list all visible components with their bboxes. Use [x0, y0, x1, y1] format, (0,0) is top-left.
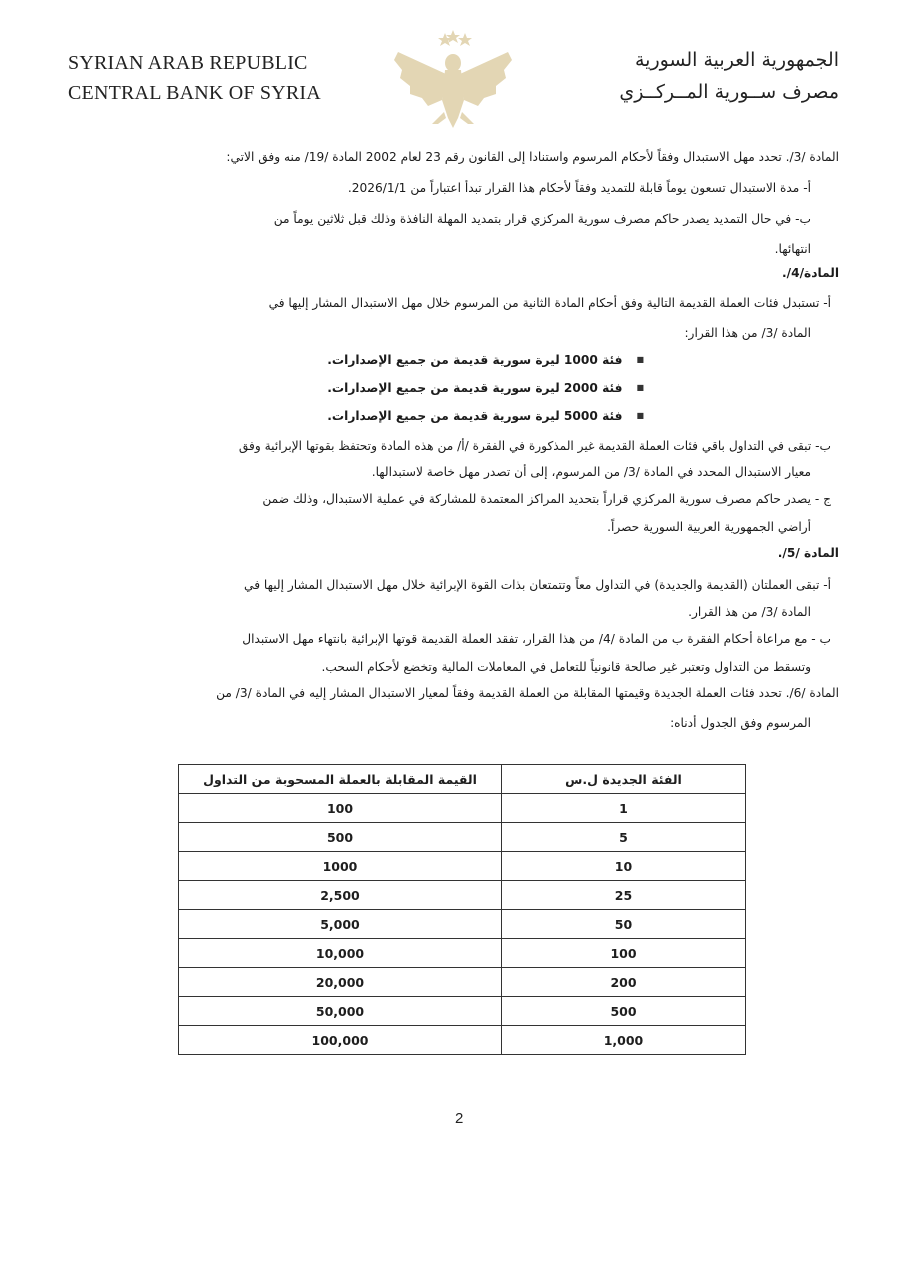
- cell-old: 100,000: [179, 1026, 502, 1055]
- article-6-intro-line2: المرسوم وفق الجدول أدناه:: [670, 716, 811, 730]
- eagle-emblem-icon: [388, 30, 518, 130]
- article-4-para-b-line1: ب- تبقى في التداول باقي فئات العملة القديمة غير المذكورة في الفقرة /أ/ من هذه المادة وتحتفظ بقوتها الإبرائية وفق: [238, 439, 831, 453]
- article-3-intro: المادة /3/. تحدد مهل الاستبدال وفقاً لأحكام المرسوم واستنادا إلى القانون رقم 23 لعام 2002 المادة /19/ منه وفق الاتي:: [226, 150, 839, 164]
- cell-new: 200: [502, 968, 746, 997]
- table-row: [179, 997, 746, 1026]
- article-4-title: المادة/4/.: [782, 266, 839, 280]
- article-5-para-a-line1: أ- تبقى العملتان (القديمة والجديدة) في التداول معاً وتتمتعان بذات القوة الإبرائية خلال مهل الاستبدال المشار إليها في: [244, 578, 831, 592]
- article-5-para-a-line2: المادة /3/ من هذ القرار.: [688, 605, 811, 619]
- table-row: [179, 881, 746, 910]
- article-4-para-c-line2: أراضي الجمهورية العربية السورية حصراً.: [607, 520, 811, 534]
- table-row: [179, 852, 746, 881]
- table-row: [179, 939, 746, 968]
- table-row: [179, 823, 746, 852]
- table-row: [179, 1026, 746, 1055]
- article-4-bullet-5000: ■ فئة 5000 ليرة سورية قديمة من جميع الإصدارات.: [327, 409, 644, 423]
- header-english: [68, 48, 321, 108]
- article-4-bullet-2000: ■ فئة 2000 ليرة سورية قديمة من جميع الإصدارات.: [327, 381, 644, 395]
- cell-new: 1,000: [502, 1026, 746, 1055]
- article-4-para-b-line2: معيار الاستبدال المحدد في المادة /3/ من المرسوم، إلى أن تصدر مهل خاصة لاستبدالها.: [371, 465, 811, 479]
- cell-new: 1: [502, 794, 746, 823]
- header-ar-bank: مصرف ســورية المــركــزي: [619, 81, 839, 103]
- article-3-para-a: أ- مدة الاستبدال تسعون يوماً قابلة للتمديد وفقاً لأحكام هذا القرار تبدأ اعتباراً من 2026/1/1.: [347, 181, 811, 195]
- page-number: 2: [455, 1110, 464, 1127]
- table-row: [179, 910, 746, 939]
- cell-new: 10: [502, 852, 746, 881]
- article-3-para-b-line2: انتهائها.: [774, 242, 811, 256]
- table-row: [179, 794, 746, 823]
- cell-old: 50,000: [179, 997, 502, 1026]
- table-row: [179, 968, 746, 997]
- cell-new: 5: [502, 823, 746, 852]
- article-3-para-b-line1: ب- في حال التمديد يصدر حاكم مصرف سورية المركزي قرار بتمديد المهلة النافذة وذلك قبل ثلاثين يوماً من: [273, 212, 811, 226]
- header-ar-republic: الجمهورية العربية السورية: [634, 49, 839, 71]
- cell-old: 10,000: [179, 939, 502, 968]
- cell-old: 20,000: [179, 968, 502, 997]
- article-4-para-a-line2: المادة /3/ من هذا القرار:: [684, 326, 811, 340]
- cell-new: 50: [502, 910, 746, 939]
- article-4-para-c-line1: ج - يصدر حاكم مصرف سورية المركزي قراراً بتحديد المراكز المعتمدة للمشاركة في عملية الاستبدال، وذلك ضمن: [262, 492, 831, 506]
- table-header-row: [179, 765, 746, 794]
- denominations-table: [178, 764, 746, 1055]
- header-new-denomination: الفئة الجديدة ل.س: [502, 765, 746, 794]
- header-en-republic: SYRIAN ARAB REPUBLIC: [68, 52, 308, 74]
- article-5-para-b-line1: ب - مع مراعاة أحكام الفقرة ب من المادة /4/ من هذا القرار، تفقد العملة القديمة قوتها الإبرائية بانتهاء مهل الاستبدال: [242, 632, 831, 646]
- header-en-bank: CENTRAL BANK OF SYRIA: [68, 82, 321, 104]
- article-4-para-a-line1: أ- تستبدل فئات العملة القديمة التالية وفق أحكام المادة الثانية من المرسوم خلال مهل الاستبدال المشار إليها في: [268, 296, 831, 310]
- cell-new: 100: [502, 939, 746, 968]
- cell-new: 25: [502, 881, 746, 910]
- cell-old: 1000: [179, 852, 502, 881]
- header-arabic: [619, 44, 839, 108]
- cell-old: 2,500: [179, 881, 502, 910]
- cell-old: 5,000: [179, 910, 502, 939]
- cell-new: 500: [502, 997, 746, 1026]
- article-5-para-b-line2: وتسقط من التداول وتعتبر غير صالحة قانونياً للتعامل في المعاملات المالية وتخضع لأحكام السحب.: [321, 660, 811, 674]
- article-6-intro-line1: المادة /6/. تحدد فئات العملة الجديدة وقيمتها المقابلة من العملة القديمة وفقاً لمعيار الاستبدال المشار إليه في المادة /3/ من: [216, 686, 839, 700]
- cell-old: 500: [179, 823, 502, 852]
- header-old-equivalent: القيمة المقابلة بالعملة المسحوبة من التداول: [179, 765, 502, 794]
- cell-old: 100: [179, 794, 502, 823]
- article-5-title: المادة /5/.: [777, 546, 839, 560]
- article-4-bullet-1000: ■ فئة 1000 ليرة سورية قديمة من جميع الإصدارات.: [327, 353, 644, 367]
